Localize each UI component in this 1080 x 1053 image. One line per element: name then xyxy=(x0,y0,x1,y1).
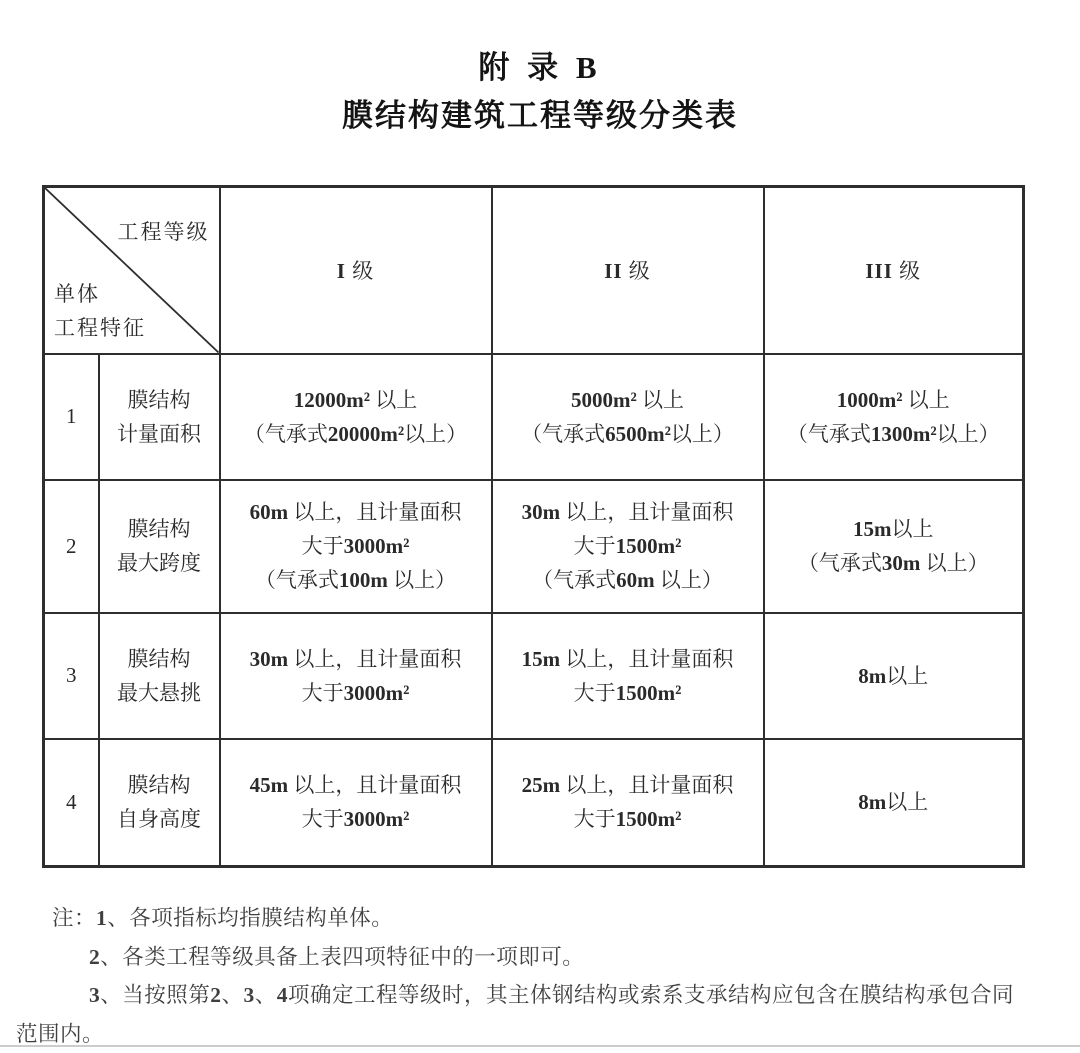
appendix-title: 附 录 B xyxy=(478,50,602,85)
note-label: 注： xyxy=(52,906,97,930)
corner-label-feature: 单体 工程特征 xyxy=(54,281,146,340)
row-number: 4 xyxy=(44,739,99,867)
header-cell-grade: II 级 xyxy=(492,187,764,354)
grade-cell: 8m以上 xyxy=(764,613,1024,739)
table-row xyxy=(44,354,1024,480)
table-header-row xyxy=(44,187,1024,354)
header-cell-grade: III 级 xyxy=(764,187,1024,354)
row-number: 1 xyxy=(44,354,99,480)
row-feature: 膜结构 最大跨度 xyxy=(99,480,220,613)
notes-section xyxy=(16,899,1022,1053)
header-cell-grade: I 级 xyxy=(220,187,492,354)
grade-cell: 60m 以上，且计量面积 大于3000m² （气承式100m 以上） xyxy=(220,480,492,613)
grade-cell: 5000m² 以上 （气承式6500m²以上） xyxy=(492,354,764,480)
corner-label-grade: 工程等级 xyxy=(117,220,210,244)
grade-cell: 8m以上 xyxy=(764,739,1024,867)
grade-table-head xyxy=(44,187,1024,354)
table-row xyxy=(44,613,1024,739)
table-title: 膜结构建筑工程等级分类表 xyxy=(342,98,738,133)
grade-cell: 30m 以上，且计量面积 大于3000m² xyxy=(220,613,492,739)
grade-cell: 45m 以上，且计量面积 大于3000m² xyxy=(220,739,492,867)
document-title-block xyxy=(0,42,1080,135)
row-feature: 膜结构 计量面积 xyxy=(99,354,220,480)
grade-cell: 12000m² 以上 （气承式20000m²以上） xyxy=(220,354,492,480)
row-feature: 膜结构 自身高度 xyxy=(99,739,220,867)
grade-cell: 1000m² 以上 （气承式1300m²以上） xyxy=(764,354,1024,480)
grade-table-body xyxy=(44,354,1024,867)
grade-cell: 30m 以上，且计量面积 大于1500m² （气承式60m 以上） xyxy=(492,480,764,613)
table-row xyxy=(44,739,1024,867)
note-item: 2、各类工程等级具备上表四项特征中的一项即可。 xyxy=(89,944,585,969)
grade-table xyxy=(42,185,1025,868)
row-number: 2 xyxy=(44,480,99,613)
corner-header-cell xyxy=(44,187,220,354)
note-item: 3、当按照第2、3、4项确定工程等级时，其主体钢结构或索系支承结构应包含在膜结构承包合同范围内。 xyxy=(16,983,1015,1046)
note-item: 注：1、各项指标均指膜结构单体。 xyxy=(52,906,394,930)
grade-cell: 25m 以上，且计量面积 大于1500m² xyxy=(492,739,764,867)
row-number: 3 xyxy=(44,613,99,739)
grade-cell: 15m以上 （气承式30m 以上） xyxy=(764,480,1024,613)
grade-cell: 15m 以上，且计量面积 大于1500m² xyxy=(492,613,764,739)
row-feature: 膜结构 最大悬挑 xyxy=(99,613,220,739)
table-row xyxy=(44,480,1024,613)
